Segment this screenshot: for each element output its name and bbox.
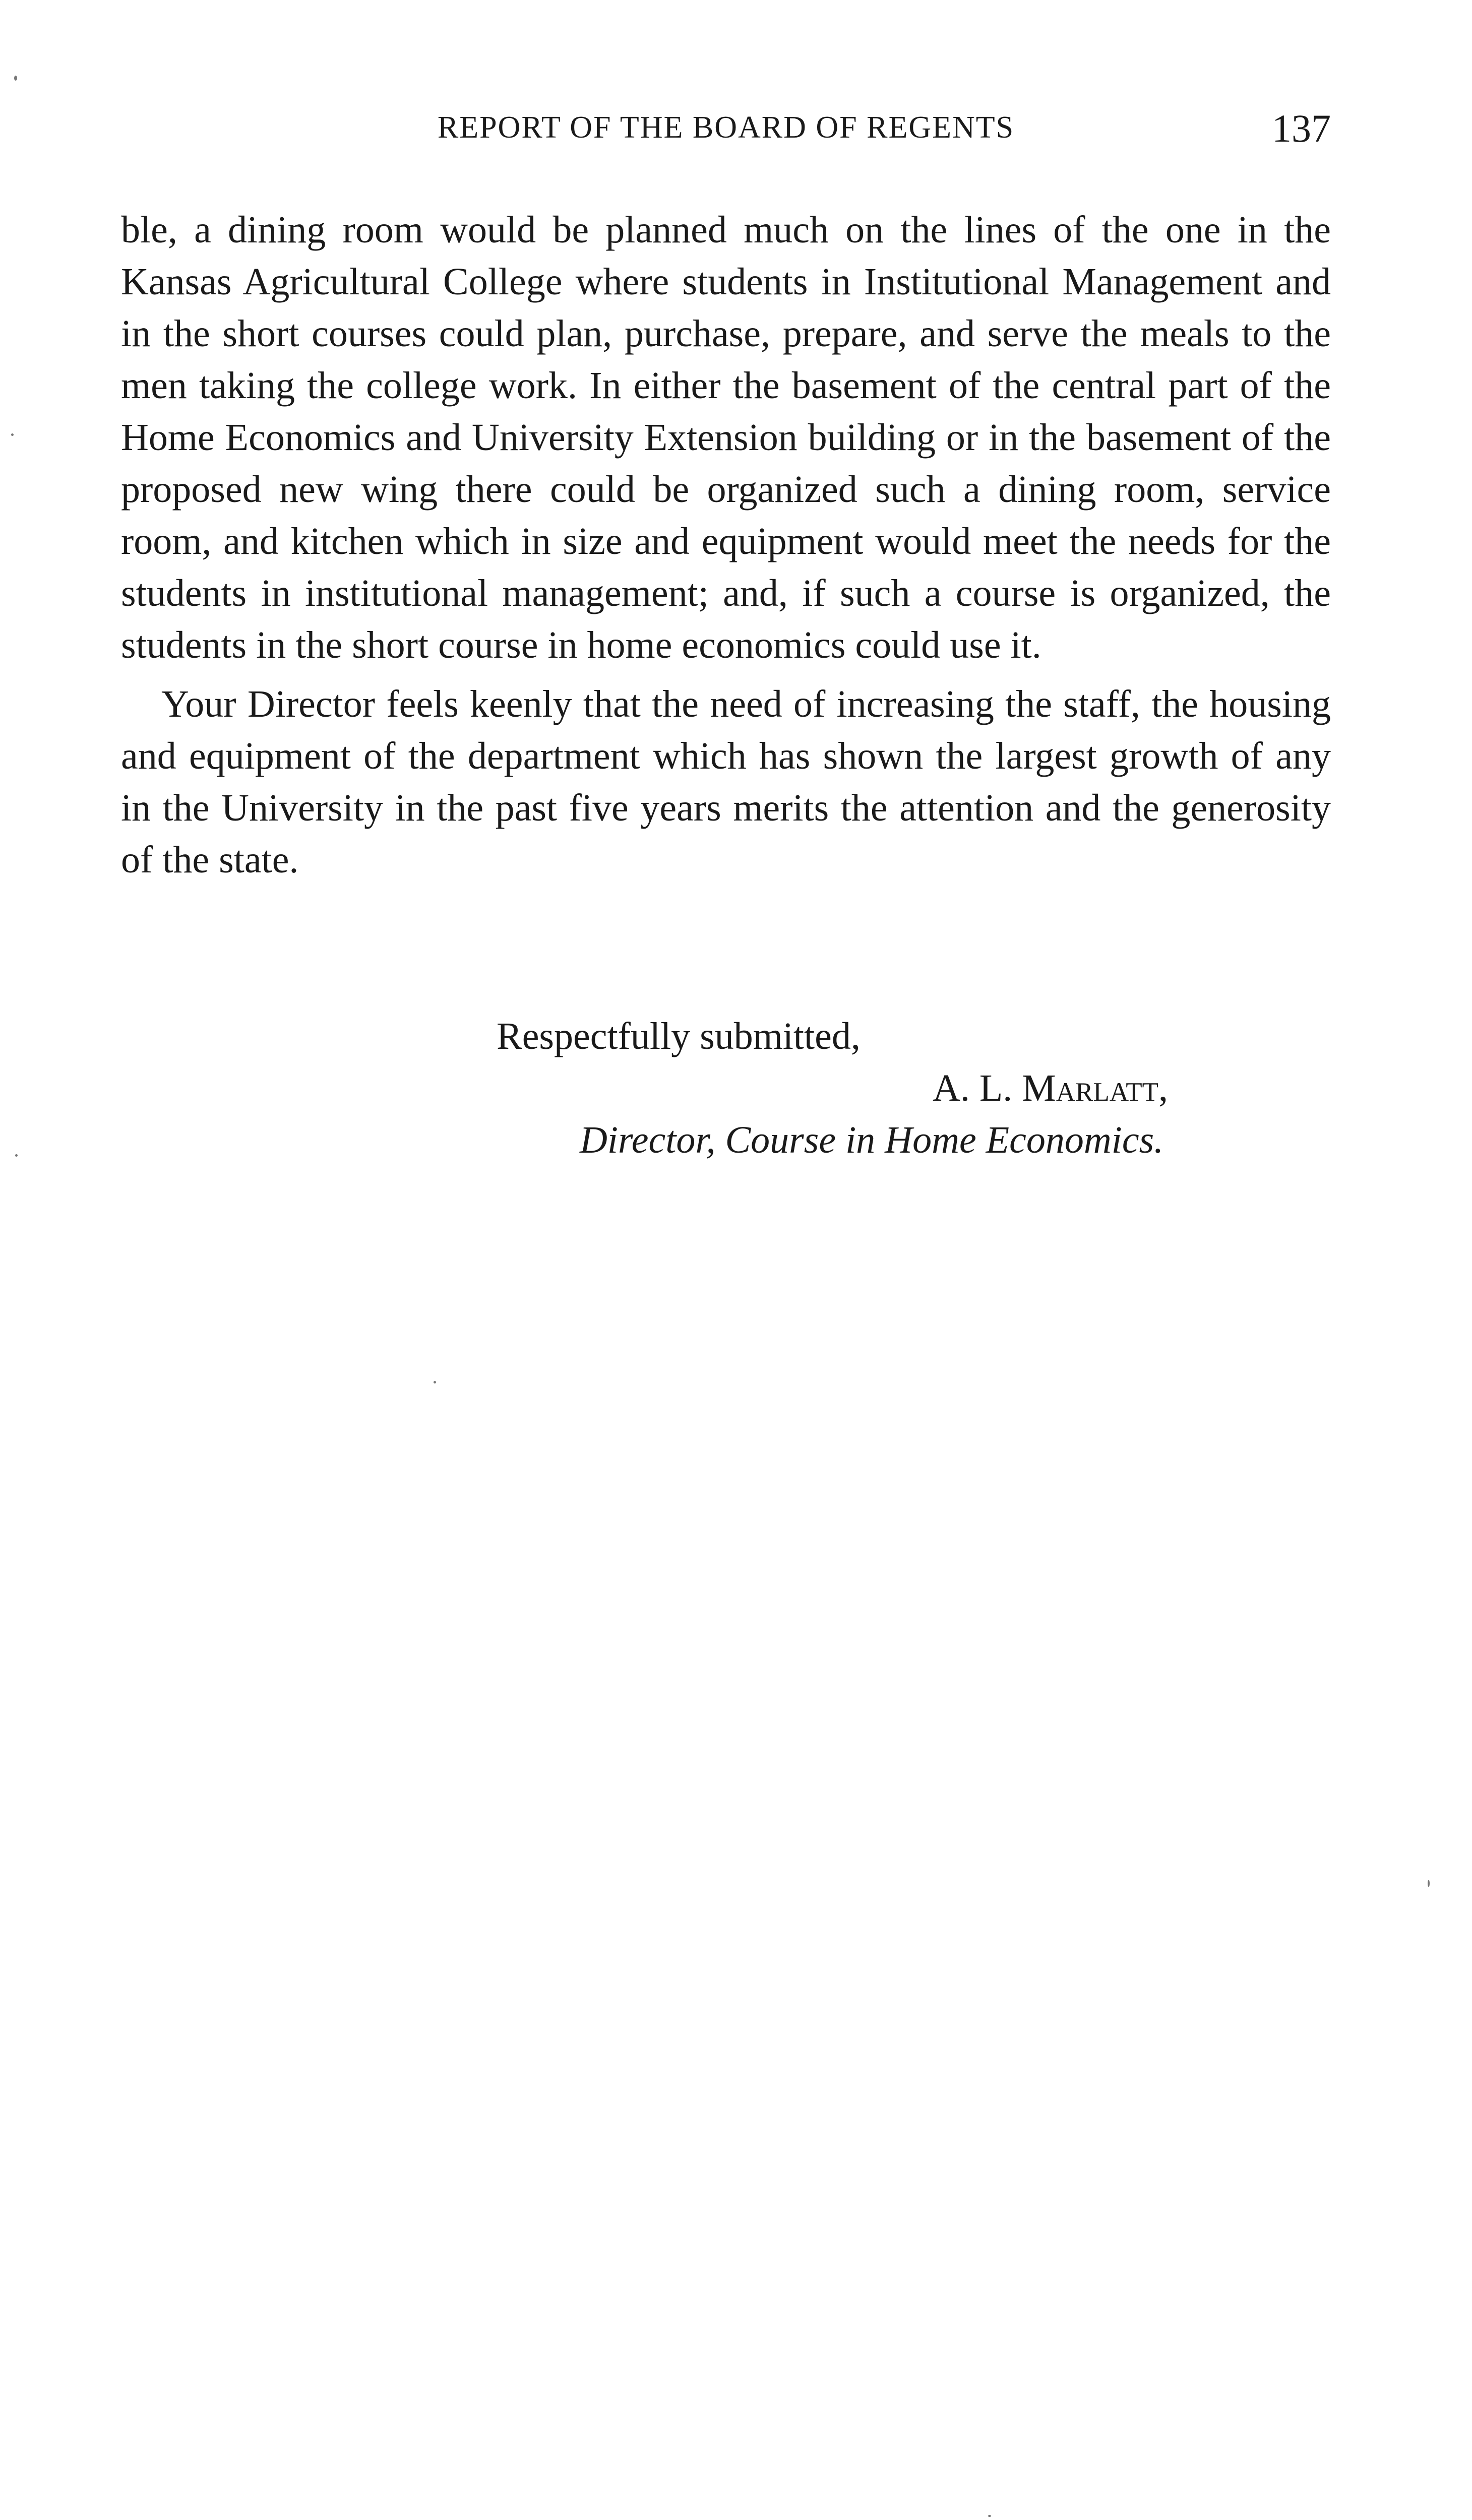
signoff-block	[121, 1011, 1331, 1166]
scan-speck	[11, 433, 14, 436]
scan-speck	[14, 76, 17, 81]
closing-line: Respectfully submitted,	[497, 1015, 861, 1057]
signatory-title: Director, Course in Home Economics.	[580, 1119, 1164, 1161]
paragraph-2: Your Director feels keenly that the need of increasing the staff, the housing and equipment of the department which has shown the largest growth of any in the University in the past five years merits the attention and the generosity of the state.	[121, 683, 1331, 881]
paragraph-1: ble, a dining room would be planned much on the lines of the one in the Kansas Agricultural College where students in Institutional Management and in the short courses could plan, purchase, prepare, and serve the meals to the men taking the college work. In either the basement of the central part of the Home Economics and University Extension building or in the basement of the proposed new wing there could be organized such a dining room, service room, and kitchen which in size and equipment would meet the needs for the students in institutional management; and, if such a course is organized, the students in the short course in home economics could use it.	[121, 209, 1331, 666]
page-number: 137	[1272, 106, 1331, 150]
body-text	[121, 204, 1331, 886]
signatory-name: A. L. Marlatt,	[933, 1067, 1169, 1109]
scan-speck	[15, 1154, 18, 1157]
scan-speck	[434, 1381, 436, 1383]
running-head: REPORT OF THE BOARD OF REGENTS	[437, 110, 1015, 145]
scan-speck	[1428, 1880, 1430, 1887]
scan-speck	[988, 2515, 991, 2517]
page-header	[121, 106, 1331, 165]
